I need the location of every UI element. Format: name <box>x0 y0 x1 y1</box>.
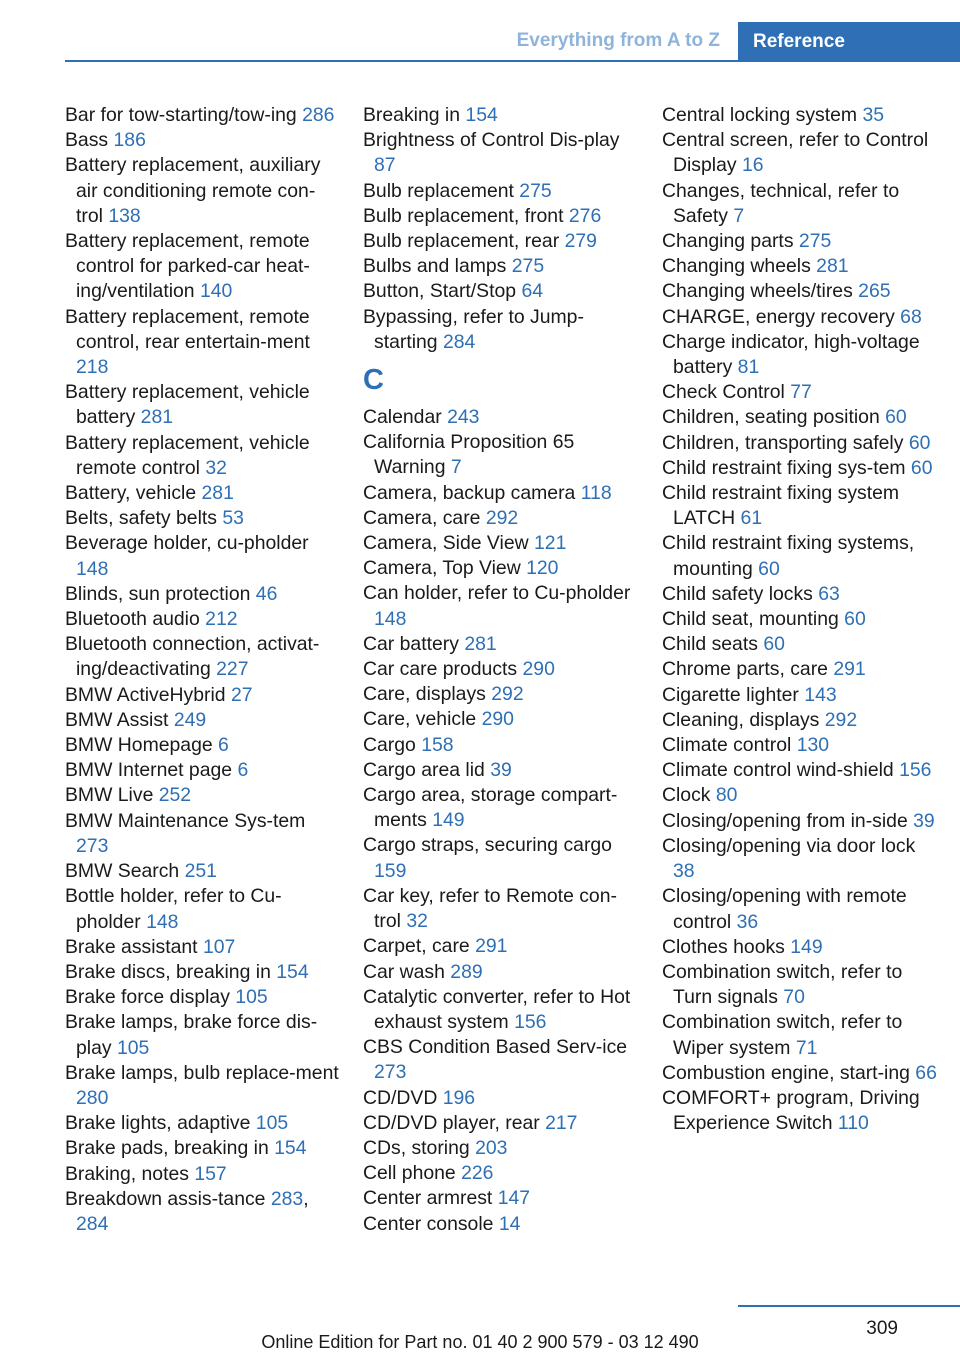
index-term: Clock <box>662 784 716 807</box>
index-column-1 <box>65 103 340 1237</box>
index-term: Clothes hooks <box>662 935 791 958</box>
page-number: 309 <box>866 1318 898 1339</box>
index-entry <box>662 783 937 808</box>
index-term: Breakdown assis-tance <box>65 1187 271 1210</box>
index-term: CD/DVD <box>363 1086 443 1109</box>
index-entry <box>363 632 633 657</box>
index-term: Closing/opening from in-side <box>662 809 914 832</box>
index-term: Battery replacement, remote control, rear entertain-ment <box>65 305 310 353</box>
index-term: CDs, storing <box>363 1136 476 1159</box>
page-link[interactable]: 149 <box>432 809 465 832</box>
page-link[interactable]: 35 <box>862 104 885 126</box>
index-entry <box>363 128 633 178</box>
index-entry <box>65 128 340 153</box>
index-entry <box>363 305 633 355</box>
index-entry <box>65 103 340 128</box>
page-link[interactable]: 284 <box>442 330 476 353</box>
index-term: Brake discs, breaking in <box>65 960 277 983</box>
index-entry <box>662 607 937 632</box>
index-term: Car battery <box>363 632 465 655</box>
index-column-2 <box>363 103 633 1237</box>
index-term: Bass <box>65 129 114 152</box>
page-link[interactable]: 218 <box>76 356 109 379</box>
page-link[interactable]: 243 <box>447 406 480 429</box>
index-entry <box>363 506 633 531</box>
index-term: Cargo area, storage compart-ments <box>363 784 618 832</box>
index-term: Combination switch, refer to Wiper system <box>662 1011 903 1059</box>
index-term: Car wash <box>363 960 451 983</box>
index-term: Cigarette lighter <box>662 683 805 706</box>
index-term: Battery replacement, remote control for parked-car heat-ing/ventilation <box>65 230 310 303</box>
page-link[interactable]: 279 <box>564 230 597 253</box>
page-link[interactable]: 140 <box>199 280 233 303</box>
breadcrumb[interactable]: Everything from A to Z <box>516 30 720 51</box>
index-term: Calendar <box>363 406 448 429</box>
index-term: BMW Maintenance Sys-tem <box>65 809 306 832</box>
page-link[interactable]: 157 <box>194 1162 227 1185</box>
edition-note: Online Edition for Part no. 01 40 2 900 579 - 03 12 490 <box>261 1332 699 1352</box>
index-entry <box>662 582 937 607</box>
page-link[interactable]: 60 <box>763 633 785 656</box>
index-entry <box>65 1136 340 1161</box>
page-link[interactable]: 105 <box>116 1036 150 1059</box>
page-link[interactable]: 149 <box>790 935 823 958</box>
index-term: Bluetooth audio <box>65 608 206 631</box>
index-entry <box>363 707 633 732</box>
index-term: Bulb replacement <box>363 179 520 202</box>
page-link[interactable]: 81 <box>737 356 760 379</box>
index-entry <box>65 305 340 381</box>
index-entry <box>662 1086 937 1136</box>
page-link[interactable]: 14 <box>498 1212 521 1235</box>
index-entry <box>662 456 937 481</box>
page-link[interactable]: 156 <box>514 1010 547 1033</box>
page-link[interactable]: 196 <box>442 1086 476 1109</box>
index-term: California Proposition 65 Warning <box>363 431 575 479</box>
index-term: Catalytic converter, refer to Hot exhaust system <box>363 985 631 1033</box>
index-term: Care, vehicle <box>363 708 482 731</box>
index-entry <box>363 1161 633 1186</box>
index-term: Brake lamps, brake force dis-play <box>65 1011 318 1059</box>
index-term: Camera, backup camera <box>363 481 581 504</box>
index-term: Closing/opening via door lock <box>662 834 916 857</box>
index-entry <box>662 103 937 128</box>
index-entry <box>662 683 937 708</box>
index-entry <box>662 380 937 405</box>
index-entry <box>662 179 937 229</box>
page-link[interactable]: 227 <box>216 658 249 681</box>
page-link[interactable]: 71 <box>795 1036 818 1059</box>
index-entry <box>65 809 340 859</box>
index-entry <box>65 481 340 506</box>
page-link[interactable]: 64 <box>521 280 544 303</box>
index-entry <box>363 1086 633 1111</box>
page-link[interactable]: 80 <box>715 784 738 807</box>
index-term: Battery replacement, vehicle remote control <box>65 431 310 479</box>
page-link[interactable]: 284 <box>76 1212 109 1235</box>
page-link[interactable]: 107 <box>202 935 236 958</box>
index-term: Care, displays <box>363 683 492 706</box>
index-entry <box>662 935 937 960</box>
index-term: Battery replacement, auxiliary air conditioning remote con-trol <box>65 154 321 227</box>
page-link[interactable]: 120 <box>526 557 559 580</box>
index-term: BMW Live <box>65 784 159 807</box>
index-term: Camera, Top View <box>363 557 527 580</box>
page-link[interactable]: 291 <box>475 935 508 958</box>
page-link[interactable]: 121 <box>534 532 567 555</box>
page-link[interactable]: 63 <box>818 582 840 605</box>
page-link[interactable]: 61 <box>740 507 763 530</box>
index-entry <box>65 708 340 733</box>
index-term: Changing wheels <box>662 255 817 278</box>
index-term: Child seats <box>662 633 764 656</box>
index-entry <box>363 1212 633 1237</box>
index-term: Brake force display <box>65 986 236 1009</box>
index-term: CD/DVD player, rear <box>363 1111 546 1134</box>
page-link[interactable]: 148 <box>374 607 407 630</box>
index-entry <box>662 632 937 657</box>
index-term: Car care products <box>363 658 523 681</box>
index-entry <box>662 1061 937 1086</box>
index-entry <box>662 128 937 178</box>
index-entry <box>662 330 937 380</box>
index-term: Camera, care <box>363 506 486 529</box>
index-entry <box>65 783 340 808</box>
index-entry <box>65 229 340 305</box>
page-link[interactable]: 186 <box>113 129 146 152</box>
page-link[interactable]: 283 <box>270 1187 304 1210</box>
index-term: BMW Assist <box>65 708 174 731</box>
index-entry <box>363 1136 633 1161</box>
index-entry <box>363 1186 633 1211</box>
index-entry <box>363 733 633 758</box>
index-term: Brightness of Control Dis-play <box>363 129 620 152</box>
page-link[interactable]: 291 <box>833 658 866 681</box>
page-link[interactable]: 290 <box>481 708 514 731</box>
index-entry <box>363 1035 633 1085</box>
index-entry <box>662 708 937 733</box>
index-term: Cargo area lid <box>363 758 491 781</box>
index-term: Bar for tow-starting/tow-ing <box>65 104 303 126</box>
index-entry <box>662 431 937 456</box>
page-link[interactable]: 154 <box>276 960 309 983</box>
page-link[interactable]: 32 <box>406 910 428 933</box>
page-link[interactable]: 105 <box>255 1112 289 1135</box>
page-link[interactable]: 275 <box>511 255 545 278</box>
page-link[interactable]: 66 <box>915 1061 937 1084</box>
index-entry <box>65 1111 340 1136</box>
index-entry <box>65 884 340 934</box>
index-term: Children, seating position <box>662 406 886 429</box>
index-entry <box>65 380 340 430</box>
page-link[interactable]: 60 <box>908 431 931 454</box>
index-term: Cleaning, displays <box>662 708 825 731</box>
index-term: Central locking system <box>662 104 863 126</box>
index-entry <box>363 884 633 934</box>
page-link[interactable]: 276 <box>568 204 602 227</box>
page-link[interactable]: 7 <box>450 456 462 479</box>
index-entry <box>65 1162 340 1187</box>
index-entry: Breakdown assis-tance 283, 284 <box>65 1187 309 1235</box>
page-link[interactable]: 292 <box>485 506 519 529</box>
index-column-3 <box>662 103 937 1136</box>
index-term: Bluetooth connection, activat-ing/deactivating <box>65 633 320 681</box>
index-term: Brake lights, adaptive <box>65 1112 256 1135</box>
index-term: Child restraint fixing system LATCH <box>662 482 900 530</box>
index-entry <box>662 657 937 682</box>
section-letter: C <box>363 364 384 397</box>
index-entry <box>662 254 937 279</box>
index-term: Cargo straps, securing cargo <box>363 834 612 857</box>
page-link[interactable]: 36 <box>736 910 759 933</box>
page-link[interactable]: 32 <box>205 456 227 479</box>
page-link[interactable]: 143 <box>804 683 837 706</box>
index-entry <box>662 758 937 783</box>
page-link[interactable]: 130 <box>796 734 830 757</box>
index-entry <box>65 985 340 1010</box>
index-term: Cell phone <box>363 1162 462 1185</box>
page-link[interactable]: 27 <box>230 683 253 706</box>
page-link[interactable]: 275 <box>519 179 552 202</box>
page-link[interactable]: 289 <box>450 960 483 983</box>
index-entry <box>363 430 633 480</box>
index-entry <box>363 254 633 279</box>
index-entry <box>363 1111 633 1136</box>
page-link[interactable]: 281 <box>816 255 849 278</box>
index-entry <box>65 758 340 783</box>
page-link[interactable]: 281 <box>140 406 174 429</box>
page-link[interactable]: 60 <box>910 456 933 479</box>
index-entry <box>363 279 633 304</box>
index-term: Chrome parts, care <box>662 658 834 681</box>
page-link[interactable]: 273 <box>76 834 109 857</box>
index-term: Bypassing, refer to Jump-starting <box>363 305 584 353</box>
page-link[interactable]: 212 <box>205 608 238 631</box>
index-term: BMW ActiveHybrid <box>65 683 231 706</box>
section-tab-reference[interactable]: Reference <box>738 22 960 62</box>
index-entry <box>65 431 340 481</box>
page-link[interactable]: 70 <box>783 986 805 1009</box>
page-link[interactable]: 154 <box>274 1137 307 1160</box>
page-link[interactable]: 46 <box>255 582 278 605</box>
index-term: Braking, notes <box>65 1162 195 1185</box>
page-link[interactable]: 148 <box>146 910 179 933</box>
index-term: Bulbs and lamps <box>363 255 512 278</box>
index-term: Child safety locks <box>662 582 819 605</box>
page-link[interactable]: 6 <box>218 734 229 757</box>
index-entry <box>363 934 633 959</box>
index-entry <box>65 531 340 581</box>
page-link[interactable]: 286 <box>302 104 335 126</box>
page-link[interactable]: 273 <box>374 1061 407 1084</box>
page-link[interactable]: 38 <box>673 860 695 883</box>
index-entry <box>65 733 340 758</box>
index-entry <box>363 657 633 682</box>
index-term: Changes, technical, refer to Safety <box>662 179 900 227</box>
index-entry <box>65 935 340 960</box>
index-term: Child restraint fixing sys-tem <box>662 456 911 479</box>
index-term: Breaking in <box>363 104 466 126</box>
page-link[interactable]: 39 <box>913 809 935 832</box>
page-link[interactable]: 60 <box>885 406 907 429</box>
page-link[interactable]: 148 <box>76 557 109 580</box>
index-term: BMW Homepage <box>65 734 219 757</box>
page-link[interactable]: 118 <box>580 481 612 504</box>
index-entry <box>662 531 937 581</box>
index-term: Changing parts <box>662 230 799 253</box>
index-entry <box>662 809 937 834</box>
page-link[interactable]: 110 <box>837 1112 869 1135</box>
index-entry <box>363 229 633 254</box>
page-link[interactable]: 292 <box>824 708 858 731</box>
index-term: Changing wheels/tires <box>662 280 859 303</box>
index-term: Center console <box>363 1212 499 1235</box>
index-entry <box>65 582 340 607</box>
index-term: Car key, refer to Remote con-trol <box>363 884 617 933</box>
index-entry <box>363 179 633 204</box>
index-entry <box>662 884 937 934</box>
index-term: Can holder, refer to Cu-pholder <box>363 582 631 605</box>
index-entry <box>363 481 633 506</box>
index-term: Center armrest <box>363 1187 498 1210</box>
index-term: Climate control <box>662 734 797 757</box>
index-entry <box>363 405 633 430</box>
index-entry <box>662 733 937 758</box>
page-link[interactable]: 226 <box>461 1162 494 1185</box>
index-entry <box>363 758 633 783</box>
page-link[interactable]: 105 <box>235 986 268 1009</box>
page-link[interactable]: 138 <box>108 204 141 227</box>
index-entry <box>662 960 937 1010</box>
index-entry <box>363 833 633 883</box>
index-entry <box>363 531 633 556</box>
index-entry <box>662 481 937 531</box>
footer-rule <box>738 1305 960 1307</box>
index-term: Battery replacement, vehicle battery <box>65 381 310 429</box>
page-link[interactable]: 60 <box>758 557 780 580</box>
index-entry <box>65 632 340 682</box>
index-term: Carpet, care <box>363 935 476 958</box>
page-link[interactable]: 159 <box>374 859 407 882</box>
index-term: Brake assistant <box>65 935 203 958</box>
index-entry <box>65 607 340 632</box>
index-term: CBS Condition Based Serv-ice <box>363 1036 628 1059</box>
index-entry <box>363 985 633 1035</box>
index-term: Beverage holder, cu-pholder <box>65 532 309 555</box>
index-term: Bottle holder, refer to Cu-pholder <box>65 885 282 933</box>
index-term: Cargo <box>363 733 422 756</box>
page-link[interactable]: 158 <box>421 733 454 756</box>
page-link[interactable]: 16 <box>741 154 764 177</box>
page-link[interactable]: 7 <box>733 204 745 227</box>
index-entry <box>65 859 340 884</box>
index-entry <box>363 783 633 833</box>
index-term: Battery, vehicle <box>65 482 202 505</box>
index-entry <box>363 103 633 128</box>
page-link[interactable]: 265 <box>858 280 891 303</box>
page-link[interactable]: 68 <box>900 305 922 328</box>
index-term: Button, Start/Stop <box>363 280 522 303</box>
index-term: Check Control <box>662 381 791 404</box>
page-link[interactable]: 290 <box>522 658 555 681</box>
page-link[interactable]: 53 <box>222 507 244 530</box>
index-term: Children, transporting safely <box>662 431 909 454</box>
page-link[interactable]: 281 <box>201 482 234 505</box>
index-term: Charge indicator, high-voltage battery <box>662 330 920 379</box>
index-term: Climate control wind-shield <box>662 759 900 782</box>
index-entry <box>363 682 633 707</box>
index-term: BMW Search <box>65 860 185 883</box>
index-term: CHARGE, energy recovery <box>662 305 901 328</box>
index-term: Bulb replacement, front <box>363 204 569 227</box>
page-link[interactable]: 39 <box>490 758 512 781</box>
index-term: Blinds, sun protection <box>65 582 256 605</box>
index-entry <box>662 1010 937 1060</box>
index-term: Camera, Side View <box>363 532 535 555</box>
index-entry <box>363 556 633 581</box>
index-term: COMFORT+ program, Driving Experience Switch <box>662 1086 920 1135</box>
index-entry <box>662 834 937 884</box>
index-term: Closing/opening with remote control <box>662 885 907 933</box>
index-entry <box>363 581 633 631</box>
index-term: Brake pads, breaking in <box>65 1137 275 1160</box>
page-link[interactable]: 251 <box>184 860 217 883</box>
index-entry <box>65 1061 340 1111</box>
index-entry <box>65 683 340 708</box>
index-entry <box>65 1010 340 1060</box>
page-link[interactable]: 217 <box>545 1111 578 1134</box>
page-link[interactable]: 154 <box>465 104 498 126</box>
page-link[interactable]: 87 <box>374 154 396 177</box>
page-link[interactable]: 292 <box>491 683 524 706</box>
index-entry <box>65 960 340 985</box>
index-term: Brake lamps, bulb replace-ment <box>65 1061 339 1084</box>
page-link[interactable]: 275 <box>798 230 832 253</box>
index-term: Child restraint fixing systems, mounting <box>662 532 915 580</box>
page-link[interactable]: 156 <box>899 759 932 782</box>
index-entry <box>363 204 633 229</box>
index-entry <box>662 405 937 430</box>
page-link[interactable]: 60 <box>844 608 866 631</box>
index-entry <box>662 305 937 330</box>
index-term: Belts, safety belts <box>65 507 223 530</box>
index-entry <box>65 506 340 531</box>
index-term: Child seat, mounting <box>662 608 845 631</box>
page-link[interactable]: 281 <box>464 632 497 655</box>
index-term: BMW Internet page <box>65 759 238 782</box>
index-term: Bulb replacement, rear <box>363 230 565 253</box>
index-term: Central screen, refer to Control Display <box>662 129 929 177</box>
page-link[interactable]: 77 <box>790 381 812 404</box>
index-term: Combustion engine, start-ing <box>662 1061 916 1084</box>
page-link[interactable]: 252 <box>158 784 192 807</box>
page-link[interactable]: 280 <box>76 1086 109 1109</box>
index-entry <box>65 153 340 229</box>
index-entry <box>662 279 937 304</box>
index-entry <box>363 960 633 985</box>
page-link[interactable]: 6 <box>237 759 249 782</box>
page-link[interactable]: 203 <box>475 1136 508 1159</box>
page-link[interactable]: 147 <box>497 1187 531 1210</box>
page-link[interactable]: 249 <box>173 708 207 731</box>
index-term: Combination switch, refer to Turn signals <box>662 960 903 1009</box>
index-entry <box>662 229 937 254</box>
